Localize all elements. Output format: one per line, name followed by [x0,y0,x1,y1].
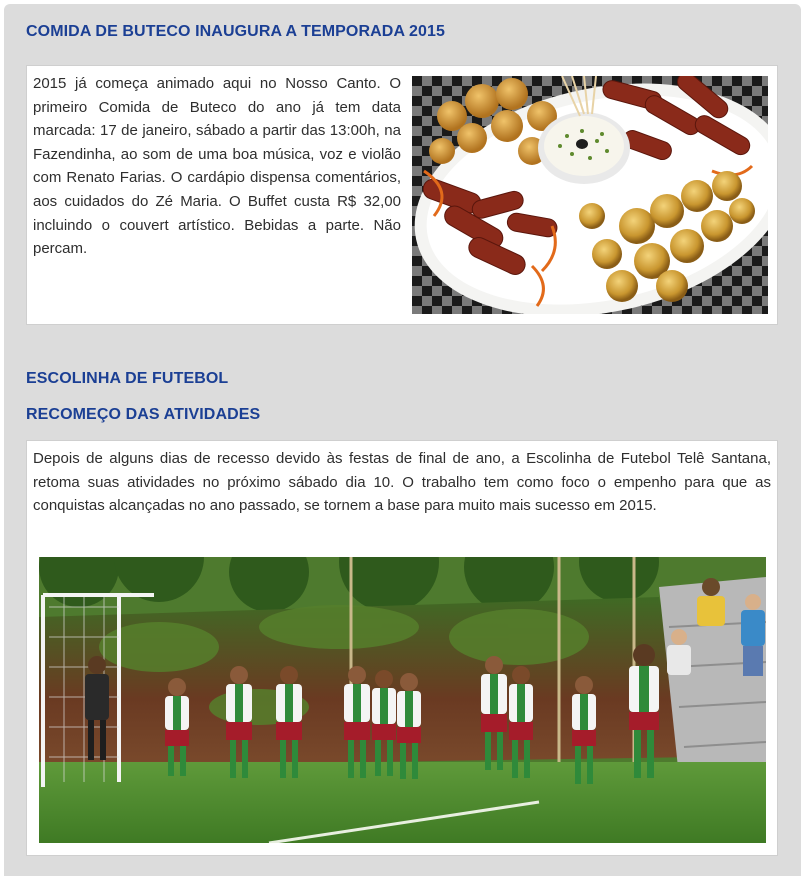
football-kids-photo [39,557,766,843]
article-body-futebol: Depois de alguns dias de recesso devido às festas de final de ano, a Escolinha de Futebol Telê Santana, retoma suas atividades no próximo sábado dia 10. O trabalho tem como foco o empenho para que as conquistas alcançadas no ano passado, se tornem a base para muito mais sucesso em 2015. [33,450,771,515]
food-platter-photo [412,76,768,314]
article-title-buteco: COMIDA DE BUTECO INAUGURA A TEMPORADA 2015 [26,23,446,40]
article-title-futebol: ESCOLINHA DE FUTEBOL [26,370,229,387]
article-body-buteco: 2015 já começa animado aqui no Nosso Canto. O primeiro Comida de Buteco do ano já tem data marcada: 17 de janeiro, sábado a partir das 13:00h, na Fazendinha, ao som de uma boa música, voz e violão com Renato Farias. O cardápio dispensa comentários, aos cuidados do Zé Maria. O Buffet custa R$ 32,00 incluindo o couvert artístico. Bebidas a parte. Não percam. [33,75,401,258]
article-subtitle-futebol: RECOMEÇO DAS ATIVIDADES [26,406,261,423]
article-card-buteco [26,65,778,325]
article-card-futebol [26,440,778,856]
